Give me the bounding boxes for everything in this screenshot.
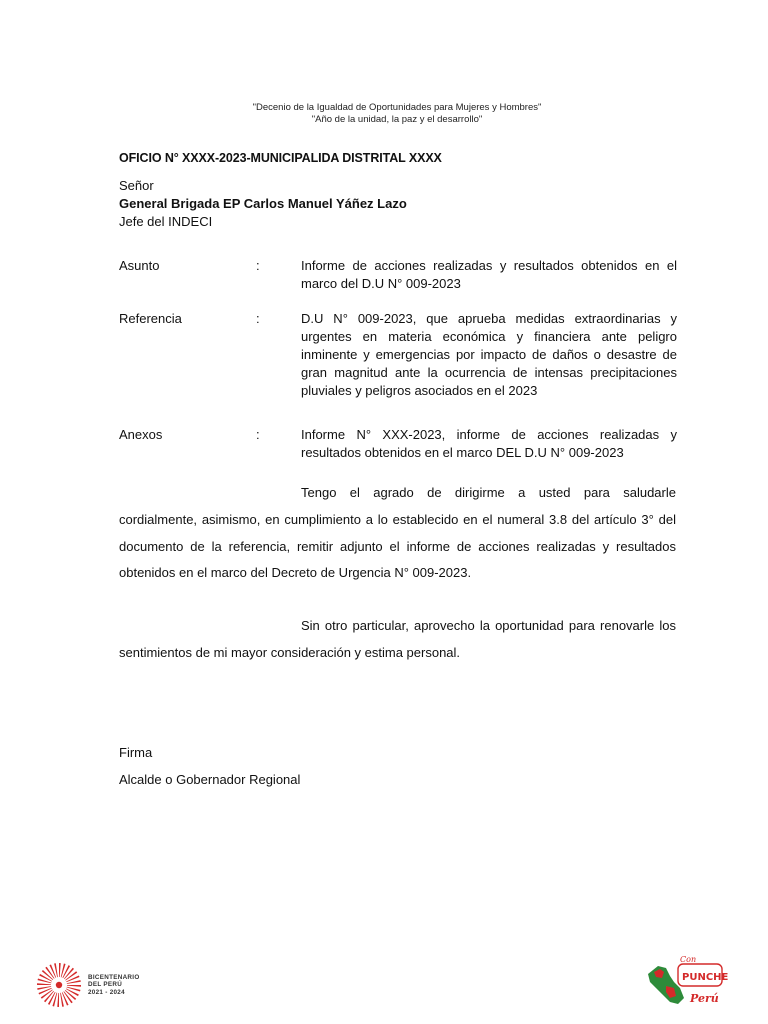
signature-label: Firma xyxy=(119,745,153,760)
field-value: Informe N° XXX-2023, informe de acciones realizadas y resultados obtenidos en el marco DEL D.U N° 009-2023 xyxy=(301,427,677,460)
field-value: Informe de acciones realizadas y resultados obtenidos en el marco del D.U N° 009-2023 xyxy=(301,258,677,291)
salutation: Señor xyxy=(119,178,154,193)
bicentenario-line-2: DEL PERÚ xyxy=(88,981,123,989)
logo-peru-text: Perú xyxy=(690,992,719,1005)
recipient-block xyxy=(119,177,407,231)
anio-line: "Año de la unidad, la paz y el desarrollo" xyxy=(311,114,483,125)
bicentenario-text xyxy=(88,974,140,996)
bicentenario-line-1: BICENTENARIO xyxy=(88,974,140,981)
body-paragraph-1: Tengo el agrado de dirigirme a usted para saludarle cordialmente, asimismo, en cumplimiento a lo establecido en el numeral 3.8 del artículo 3° del documento de la referencia, remitir adjunto el informe de acciones realizadas y resultados obtenidos en el marco del Decreto de Urgencia N° 009-2023. xyxy=(119,485,676,581)
field-colon: : xyxy=(256,427,260,442)
field-colon: : xyxy=(256,258,260,273)
field-colon: : xyxy=(256,311,260,326)
recipient-name: General Brigada EP Carlos Manuel Yáñez Lazo xyxy=(119,196,407,211)
field-value: D.U N° 009-2023, que aprueba medidas extraordinarias y urgentes en materia económica y financiera ante peligro inminente y emergencias por impacto de daños o desastre de gran magnitud ante la ocurrencia de intensas precipitaciones pluviales y peligros asociados en el 2023 xyxy=(301,311,677,398)
decenio-line: "Decenio de la Igualdad de Oportunidades para Mujeres y Hombres" xyxy=(252,102,542,113)
field-label: Anexos xyxy=(119,427,163,442)
field-label: Referencia xyxy=(119,311,182,326)
field-label: Asunto xyxy=(119,258,160,273)
signature-title: Alcalde o Gobernador Regional xyxy=(119,772,301,787)
peru-map-icon xyxy=(640,952,730,1012)
bicentenario-seal-icon xyxy=(36,962,82,1008)
logo-punche-text: PUNCHE xyxy=(682,972,729,983)
bicentenario-logo xyxy=(36,962,186,1008)
body-paragraph-2: Sin otro particular, aprovecho la oportunidad para renovarle los sentimientos de mi mayor consideración y estima personal. xyxy=(119,618,676,660)
con-punche-peru-logo xyxy=(640,952,730,1012)
recipient-position: Jefe del INDECI xyxy=(119,214,213,229)
logo-con-text: Con xyxy=(680,955,697,964)
bicentenario-line-3: 2021 - 2024 xyxy=(88,988,125,996)
header-slogans xyxy=(0,102,768,126)
oficio-number: OFICIO N° XXXX-2023-MUNICIPALIDA DISTRITAL XXXX xyxy=(119,151,442,165)
